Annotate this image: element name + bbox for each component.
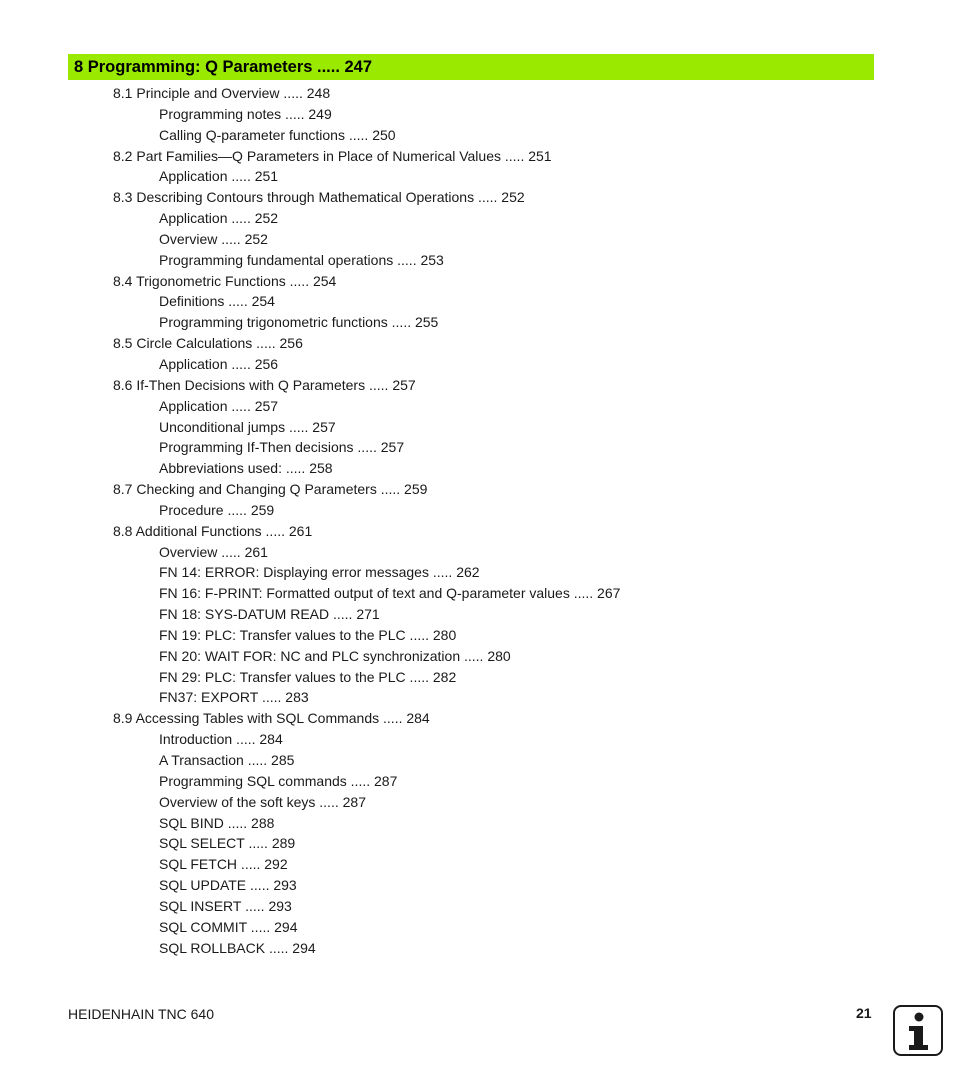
footer-product-name: HEIDENHAIN TNC 640 (68, 1006, 215, 1022)
toc-subsection-link[interactable]: FN 18: SYS-DATUM READ ..... 271 (159, 606, 380, 623)
toc-subsection-link[interactable]: Programming SQL commands ..... 287 (159, 772, 398, 789)
table-of-contents (0, 83, 954, 958)
toc-subsection-link[interactable]: Programming notes ..... 249 (159, 105, 332, 122)
toc-subsection-link[interactable]: SQL COMMIT ..... 294 (159, 918, 298, 935)
info-icon (893, 1005, 943, 1056)
toc-subsection-link[interactable]: Application ..... 251 (159, 168, 279, 185)
toc-subsection-link[interactable]: SQL SELECT ..... 289 (159, 835, 296, 852)
toc-subsection-link[interactable]: A Transaction ..... 285 (159, 752, 295, 768)
toc-subsection-link[interactable]: FN 19: PLC: Transfer values to the PLC ..... 280 (159, 626, 457, 643)
toc-section-link[interactable]: 8.2 Part Families—Q Parameters in Place of Numerical Values ..... 251 (113, 147, 552, 164)
toc-subsection-link[interactable]: FN37: EXPORT ..... 283 (159, 689, 309, 706)
toc-section-link[interactable]: 8.3 Describing Contours through Mathematical Operations ..... 252 (113, 189, 525, 206)
toc-subsection-link[interactable]: Definitions ..... 254 (159, 293, 275, 310)
toc-section-link[interactable]: 8.1 Principle and Overview ..... 248 (113, 85, 331, 101)
toc-section-link[interactable]: 8.4 Trigonometric Functions ..... 254 (113, 272, 337, 289)
toc-subsection-link[interactable]: SQL ROLLBACK ..... 294 (159, 939, 316, 956)
toc-subsection-link[interactable]: Procedure ..... 259 (159, 501, 275, 518)
toc-subsection-link[interactable]: FN 29: PLC: Transfer values to the PLC ..... 282 (159, 668, 457, 685)
toc-subsection-link[interactable]: Programming If-Then decisions ..... 257 (159, 439, 405, 456)
toc-section-link[interactable]: 8.7 Checking and Changing Q Parameters ..... 259 (113, 481, 428, 498)
toc-subsection-link[interactable]: Programming trigonometric functions ..... 255 (159, 314, 439, 331)
toc-section-link[interactable]: 8.5 Circle Calculations ..... 256 (113, 335, 303, 352)
chapter-heading[interactable]: 8 Programming: Q Parameters ..... 247 (68, 54, 874, 80)
toc-subsection-link[interactable]: Application ..... 252 (159, 210, 279, 227)
toc-section-link[interactable]: 8.9 Accessing Tables with SQL Commands ..... 284 (113, 710, 430, 727)
toc-subsection-link[interactable]: SQL INSERT ..... 293 (159, 897, 292, 914)
toc-subsection-link[interactable]: Overview ..... 252 (159, 230, 268, 247)
toc-subsection-link[interactable]: Application ..... 256 (159, 355, 279, 372)
toc-subsection-link[interactable]: FN 20: WAIT FOR: NC and PLC synchronization ..... 280 (159, 647, 511, 664)
toc-subsection-link[interactable]: SQL UPDATE ..... 293 (159, 877, 297, 894)
page-number: 21 (856, 1005, 872, 1021)
toc-subsection-link[interactable]: Calling Q-parameter functions ..... 250 (159, 126, 396, 143)
toc-subsection-link[interactable]: SQL BIND ..... 288 (159, 814, 275, 831)
toc-subsection-link[interactable]: Application ..... 257 (159, 397, 279, 414)
toc-section-link[interactable]: 8.6 If-Then Decisions with Q Parameters ..... 257 (113, 376, 416, 393)
toc-section-link[interactable]: 8.8 Additional Functions ..... 261 (113, 522, 313, 539)
toc-subsection-link[interactable]: FN 14: ERROR: Displaying error messages ..... 262 (159, 564, 480, 581)
toc-subsection-link[interactable]: Overview ..... 261 (159, 543, 268, 560)
toc-subsection-link[interactable]: Introduction ..... 284 (159, 731, 283, 748)
toc-subsection-link[interactable]: Abbreviations used: ..... 258 (159, 460, 333, 477)
toc-subsection-link[interactable]: Overview of the soft keys ..... 287 (159, 793, 366, 810)
toc-subsection-link[interactable]: FN 16: F-PRINT: Formatted output of text and Q-parameter values ..... 267 (159, 585, 621, 602)
toc-subsection-link[interactable]: Unconditional jumps ..... 257 (159, 418, 336, 435)
toc-subsection-link[interactable]: Programming fundamental operations ..... 253 (159, 251, 444, 268)
toc-subsection-link[interactable]: SQL FETCH ..... 292 (159, 856, 288, 873)
